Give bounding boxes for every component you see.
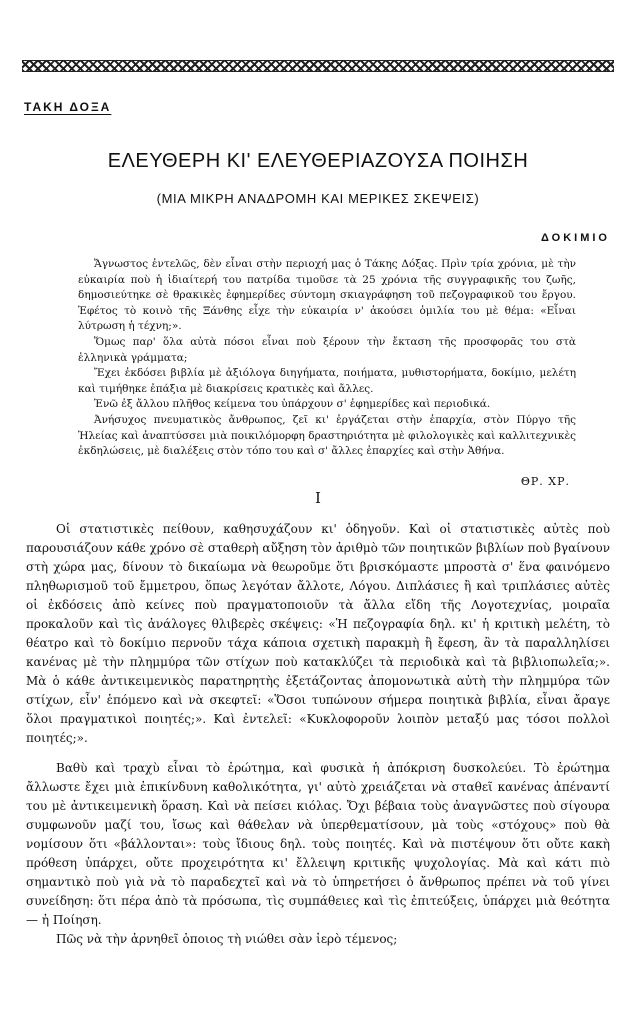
article-subtitle: (ΜΙΑ ΜΙΚΡΗ ΑΝΑΔΡΟΜΗ ΚΑΙ ΜΕΡΙΚΕΣ ΣΚΕΨΕΙΣ) [156,191,480,206]
decorative-border [22,60,614,72]
intro-paragraph: Ἄγνωστος ἐντελῶς, δὲν εἶναι στὴν περιοχή μας ὁ Τάκης Δόξας. Πρὶν τρία χρόνια, μὲ τὴν εὐκαιρία ποὺ ἡ ἰδιαίτερή του πατρίδα τιμοῦσε τὰ 25 χρόνια τῆς συγγραφικῆς του ζωῆς, δημοσιεύτηκε σὲ θρακικὲς ἐφημερίδες σύντομη σκιαγράφηση τοῦ πεζογραφικοῦ του ἔργου. Ἐφέτος τὸ κοινὸ τῆς Ξάνθης εἶχε τὴν εὐκαιρία ν' ἀκούσει ὁμιλία του μὲ θέμα: «Εἶναι λύτρωση ἡ τέχνη;». [78,258,576,333]
intro-paragraph: Ἀνήσυχος πνευματικὸς ἄνθρωπος, ζεῖ κι' ἐργάζεται στὴν ἐπαρχία, στὸν Πύργο τῆς Ἠλείας καὶ ἀναπτύσσει μιὰ ποικιλόμορφη δραστηριότητα μὲ φιλολογικὲς καὶ καλλιτεχνικὲς ἐκδηλώσεις, μὲ διαλέξεις στὸν τόπο του καὶ σ' ἄλλες ἐπαρχίες καὶ στὴν Ἀθήνα. [78,413,576,458]
body-paragraph: Βαθὺ καὶ τραχὺ εἶναι τὸ ἐρώτημα, καὶ φυσικὰ ἡ ἀπόκριση δυσκολεύει. Τὸ ἐρώτημα ἄλλωστε ἔχει μιὰ ἐπικίνδυνη καθολικότητα, γι' αὐτὸ χρειάζεται νὰ σταθεῖ κανένας ἀπέναντί του μὲ ἀντικειμενικὴ ὅραση. Καὶ νὰ πείσει κιόλας. Ὄχι βέβαια τοὺς ἀναγνῶστες ποὺ σίγουρα συμφωνοῦν μαζί του, ἴσως καὶ θάθελαν νὰ ὑπερθεματίσουν, μὰ τοὺς «στόχους» ποὺ θὰ νομίσουν ὅτι «βάλλονται»: τοὺς ἴδιους δηλ. τοὺς ποιητές. Καὶ νὰ πιστέψουν ὅτι οὔτε κακὴ πρόθεση ὑπάρχει, οὔτε προχειρότητα κι' ἔλλειψη κριτικῆς ψυχολογίας. Μὰ καὶ κάτι πιὸ σημαντικὸ ποὺ γιὰ νὰ τὸ παραδεχτεῖ καὶ νὰ τὸ ὑπηρετήσει ὁ ἄνθρωπος πρέπει νὰ τοῦ γίνει συνείδηση: ὅτι πέρα ἀπὸ τὰ πρόσωπα, τὶς συμπάθειες καὶ τὶς ἐπιτεύξεις, ὑπάρχει μιὰ θεότητα — ἡ Ποίηση. [26,761,610,927]
article-title: ΕΛΕΥΘΕΡΗ ΚΙ' ΕΛΕΥΘΕΡΙΑΖΟΥΣΑ ΠΟΙΗΣΗ [107,150,529,172]
intro-paragraph: Ὅμως παρ' ὅλα αὐτὰ πόσοι εἶναι ποὺ ξέρουν τὴν ἔκταση τῆς προσφορᾶς του στὰ ἑλληνικὰ γράμματα; [78,335,576,364]
body-paragraph: Οἱ στατιστικὲς πείθουν, καθησυχάζουν κι' ὁδηγοῦν. Καὶ οἱ στατιστικὲς αὐτὲς ποὺ παρουσιάζουν κάθε χρόνο σὲ σταθερὴ αὔξηση τὸν ἀριθμὸ τῶν ποιητικῶν βιβλίων ποὺ βγαίνουν στὴ χώρα μας, δίνουν τὸ δικαίωμα νὰ θεωροῦμε ὅτι βρισκόμαστε μπροστὰ σ' ἕνα φαινόμενο πληθωρισμοῦ τοῦ ἔμμετρου, ὅπως λεγόταν ἄλλοτε, Λόγου. Διπλάσιες ἢ καὶ τριπλάσιες αὐτὲς οἱ ἐκδόσεις ἀπὸ κείνες ποὺ πραγματοποιοῦν τὰ ἄλλα εἴδη τῆς Λογοτεχνίας, μοιραῖα προκαλοῦν καὶ τὶς ἀνάλογες θλιβερὲς σκέψεις: «Ἡ πεζογραφία δηλ. κι' ἡ κριτικὴ μελέτη, τὸ θέατρο καὶ τὸ δοκίμιο περνοῦν τάχα κάποια σχετικὴ παρακμὴ ἢ ἔφεση, ἂν τὰ παραλληλίσει κανένας μὲ τὴν πλημμύρα τῶν στίχων ποὺ κατακλύζει τὰ περιοδικὰ καὶ τὰ βιβλιοπωλεῖα;». Μὰ ὁ κάθε ἀντικειμενικὸς παρατηρητὴς ἐξετάζοντας ἀπομονωτικὰ αὐτὴ τὴν πλημμύρα τῶν στίχων, εἶν' ἑπόμενο καὶ νὰ σκεφτεῖ: «Ὅσοι τυπώνουν σήμερα ποιητικὰ βιβλία, εἶναι ἄραγε ὅλοι πραγματικοὶ ποιητές;». Καὶ ἐντελεῖ: «Κυκλοφοροῦν λοιπὸν μεταξύ μας τόσοι πολλοὶ ποιητές;». [26,522,610,745]
intro-signature: ΘΡ. ΧΡ. [520,475,570,488]
intro-paragraph: Ἔχει ἐκδόσει βιβλία μὲ ἀξιόλογα διηγήματα, ποιήματα, μυθιστορήματα, δοκίμιο, μελέτη καὶ τιμήθηκε ἐπάξια μὲ διακρίσεις κρατικὲς καὶ ἄλλες. [78,367,576,395]
editorial-intro [78,257,576,460]
author-name: ΤΑΚΗ ΔΟΞΑ [24,100,112,114]
body-paragraph: Πῶς νὰ τὴν ἀρνηθεῖ ὁποιος τὴ νιώθει σὰν ἱερὸ τέμενος; [56,932,398,946]
section-numeral: I [315,489,321,507]
genre-label: ΔΟΚΙΜΙΟ [541,232,610,244]
intro-paragraph: Ἐνῶ ἐξ ἄλλου πλῆθος κείμενα του ὑπάρχουν σ' ἐφημερίδες καὶ περιοδικά. [94,398,491,411]
essay-body [26,520,610,949]
paragraph-gap [26,748,610,759]
